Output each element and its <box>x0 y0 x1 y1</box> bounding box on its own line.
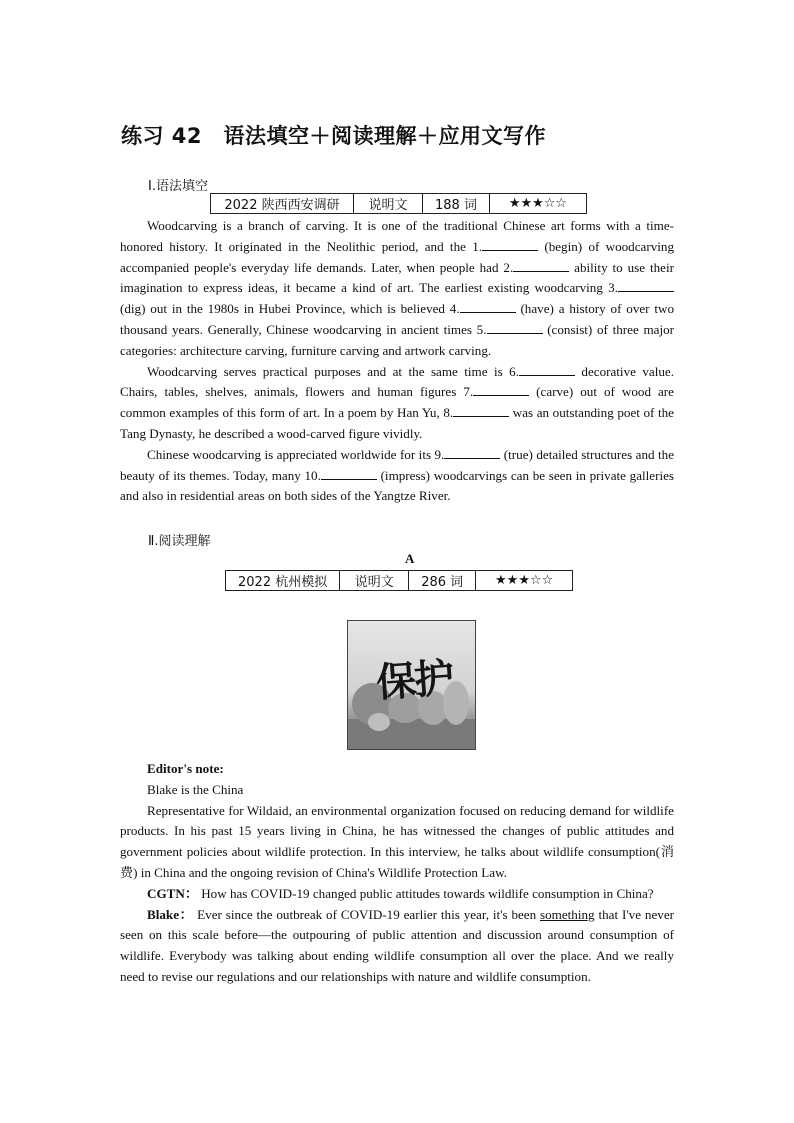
info-word-count: 188 词 <box>423 194 490 214</box>
answer-blank[interactable] <box>460 300 516 313</box>
answer-blank[interactable] <box>513 259 569 272</box>
section-2-info-table <box>225 570 573 591</box>
info-difficulty-stars: ★★★☆☆ <box>489 194 586 214</box>
grammar-paragraph-2: Woodcarving serves practical purposes and at the same time is 6. decorative value. Chairs, tables, shelves, animals, flowers and human figures 7. (carve) out of wood are common examples of this form of art. In a poem by Han Yu, 8. was an outstanding poet of the Tang Dynasty, he described a wood-carved figure vividly. <box>120 363 674 441</box>
grammar-passage <box>120 216 674 507</box>
answer-blank[interactable] <box>453 404 509 417</box>
editor-note-paragraph: Representative for Wildaid, an environmental organization focused on reducing demand for wildlife products. In his past 15 years living in China, he has witnessed the changes of public attitudes and government policies about wildlife protection. In this interview, he talks about wildlife consumption(消费) in China and the ongoing revision of China's Wildlife Protection Law. <box>120 802 674 880</box>
editor-note-label: Editor's note: <box>147 761 224 776</box>
answer-blank[interactable] <box>487 321 543 334</box>
info-source: 2022 陕西西安调研 <box>211 194 354 214</box>
cgtn-question: CGTN： How has COVID-19 changed public attitudes towards wildlife consumption in China? <box>147 885 654 901</box>
answer-blank[interactable] <box>321 467 377 480</box>
passage-letter: A <box>405 551 415 566</box>
section-1-label: Ⅰ.语法填空 <box>148 179 208 194</box>
grammar-paragraph-1: Woodcarving is a branch of carving. It is one of the traditional Chinese art forms with a time-honored history. It originated in the Neolithic period, and the 1. (begin) of woodcarving accompanied people's everyday life demands. Later, when people had 2. ability to use their imagination to express ideas, it became a kind of art. The earliest existing woodcarving 3. (dig) out in the 1980s in Hubei Province, which is believed 4. (have) a history of over two thousand years. Generally, Chinese woodcarving in ancient times 5. (consist) of three major categories: architecture carving, furniture carving and artwork carving. <box>120 218 675 358</box>
page-title: 练习 42 语法填空＋阅读理解＋应用文写作 <box>121 124 547 148</box>
info-source: 2022 杭州模拟 <box>226 571 340 591</box>
editor-note-line: Blake is the China <box>147 781 244 797</box>
info-difficulty-stars: ★★★☆☆ <box>476 571 573 591</box>
small-animal-shape <box>368 713 390 731</box>
image-caption-characters: 保护 <box>374 655 454 707</box>
blake-answer: Blake： Ever since the outbreak of COVID-19 earlier this year, it's been something that I've never seen on this scale before—the outpouring of public attention and discussion around consumption of wildlife. Everybody was talking about ending wildlife consumption all over the place. And we really need to revise our regulations and our relationships with nature and wildlife consumption. <box>120 906 674 984</box>
info-genre: 说明文 <box>354 194 423 214</box>
answer-blank[interactable] <box>618 279 674 292</box>
answer-blank[interactable] <box>473 383 529 396</box>
wildlife-protection-image <box>347 620 476 750</box>
answer-blank[interactable] <box>519 363 575 376</box>
info-genre: 说明文 <box>340 571 409 591</box>
grammar-paragraph-3: Chinese woodcarving is appreciated worldwide for its 9. (true) detailed structures and the beauty of its themes. Today, many 10. (impress) woodcarvings can be seen in private galleries and also in residential areas on both sides of the Yangtze River. <box>120 446 675 504</box>
section-1-info-table <box>210 193 587 214</box>
reading-passage <box>120 759 674 988</box>
section-2-label: Ⅱ.阅读理解 <box>148 534 211 549</box>
answer-blank[interactable] <box>482 238 538 251</box>
answer-blank[interactable] <box>444 446 500 459</box>
info-word-count: 286 词 <box>409 571 476 591</box>
